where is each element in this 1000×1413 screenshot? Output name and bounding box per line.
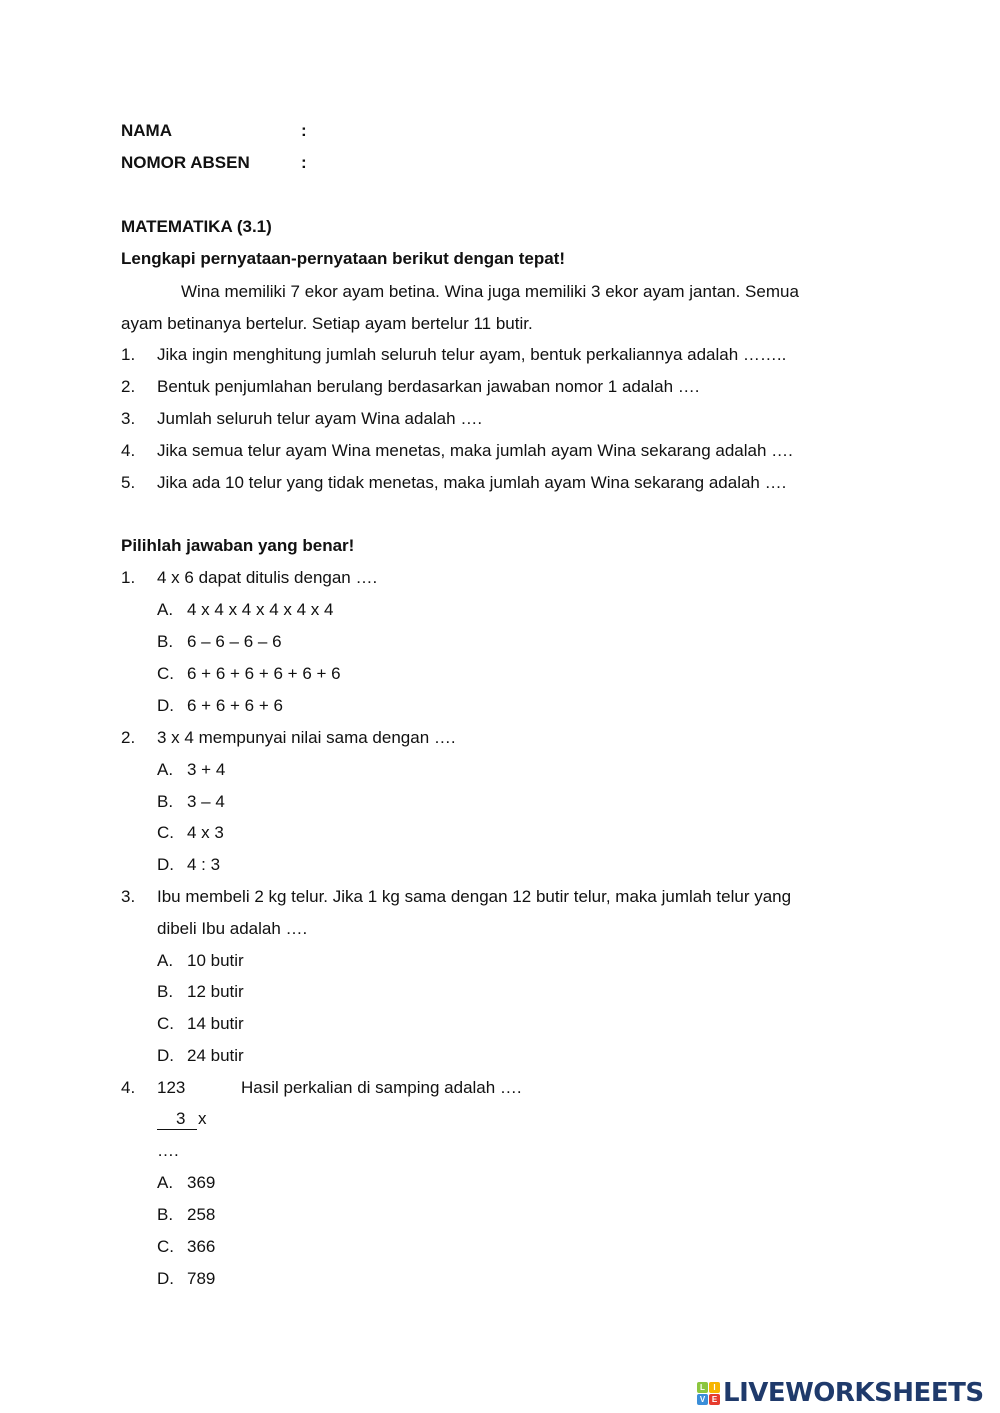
option-value: 24 butir	[187, 1046, 244, 1065]
fill-item-number: 5.	[121, 473, 136, 492]
section-title: MATEMATIKA (3.1)	[121, 217, 272, 236]
fill-item-text: Jika ingin menghitung jumlah seluruh telur ayam, bentuk perkaliannya adalah ……..	[157, 345, 787, 364]
option-letter: A.	[157, 760, 174, 779]
name-input[interactable]	[325, 121, 629, 143]
fill-item-text: Jika semua telur ayam Wina menetas, maka jumlah ayam Wina sekarang adalah ….	[157, 441, 793, 460]
absen-colon: :	[301, 153, 307, 172]
multiplication-result: ….	[157, 1141, 179, 1160]
logo-text: LIVEWORKSHEETS	[723, 1378, 984, 1408]
multiplicand: 123	[157, 1078, 186, 1097]
story-line-2: ayam betinanya bertelur. Setiap ayam bertelur 11 butir.	[121, 314, 533, 333]
option-value: 4 x 4 x 4 x 4 x 4 x 4	[187, 600, 334, 619]
option-value: 6 + 6 + 6 + 6	[187, 696, 283, 715]
option-value: 6 – 6 – 6 – 6	[187, 632, 282, 651]
option-letter: B.	[157, 1205, 174, 1224]
question-text: Ibu membeli 2 kg telur. Jika 1 kg sama dengan 12 butir telur, maka jumlah telur yang	[157, 887, 792, 906]
question-number: 1.	[121, 568, 136, 587]
option-letter: D.	[157, 1046, 174, 1065]
option-value: 4 : 3	[187, 855, 221, 874]
section1-instruction: Lengkapi pernyataan-pernyataan berikut dengan tepat!	[121, 249, 565, 268]
question-number: 4.	[121, 1078, 136, 1097]
option-value: 369	[187, 1173, 216, 1192]
fill-item-text: Jika ada 10 telur yang tidak menetas, maka jumlah ayam Wina sekarang adalah ….	[157, 473, 787, 492]
option-letter: C.	[157, 823, 174, 842]
option-value: 258	[187, 1205, 216, 1224]
option-letter: A.	[157, 600, 174, 619]
multiplier: 3	[176, 1109, 186, 1128]
option-value: 6 + 6 + 6 + 6 + 6 + 6	[187, 664, 341, 683]
fill-item-number: 1.	[121, 345, 136, 364]
option-value: 4 x 3	[187, 823, 224, 842]
option-letter: A.	[157, 951, 174, 970]
option-value: 12 butir	[187, 982, 244, 1001]
option-letter: C.	[157, 1237, 174, 1256]
fill-item-number: 3.	[121, 409, 136, 428]
absen-input[interactable]	[325, 153, 629, 175]
fill-item-number: 4.	[121, 441, 136, 460]
option-value: 14 butir	[187, 1014, 244, 1033]
fill-item-text: Jumlah seluruh telur ayam Wina adalah ….	[157, 409, 483, 428]
logo-letter-i: I	[709, 1382, 720, 1393]
fill-item-text: Bentuk penjumlahan berulang berdasarkan jawaban nomor 1 adalah ….	[157, 377, 700, 396]
question-number: 2.	[121, 728, 136, 747]
option-letter: C.	[157, 1014, 174, 1033]
multiply-operator: x	[198, 1109, 207, 1128]
question-text: 3 x 4 mempunyai nilai sama dengan ….	[157, 728, 456, 747]
option-letter: B.	[157, 632, 174, 651]
absen-label: NOMOR ABSEN	[121, 153, 250, 172]
option-value: 10 butir	[187, 951, 244, 970]
logo-letter-e: E	[709, 1394, 720, 1405]
option-letter: B.	[157, 792, 174, 811]
option-letter: A.	[157, 1173, 174, 1192]
option-letter: D.	[157, 855, 174, 874]
question-text-continued: dibeli Ibu adalah ….	[157, 919, 308, 938]
option-letter: D.	[157, 1269, 174, 1288]
option-value: 3 + 4	[187, 760, 226, 779]
question-text: Hasil perkalian di samping adalah ….	[241, 1078, 522, 1097]
option-letter: D.	[157, 696, 174, 715]
name-label: NAMA	[121, 121, 172, 140]
option-value: 789	[187, 1269, 216, 1288]
option-value: 366	[187, 1237, 216, 1256]
logo-letter-l: L	[697, 1382, 708, 1393]
question-text: 4 x 6 dapat ditulis dengan ….	[157, 568, 378, 587]
question-number: 3.	[121, 887, 136, 906]
live-grid-icon	[697, 1382, 720, 1405]
option-letter: B.	[157, 982, 174, 1001]
name-colon: :	[301, 121, 307, 140]
option-letter: C.	[157, 664, 174, 683]
logo-letter-v: V	[697, 1394, 708, 1405]
story-line-1: Wina memiliki 7 ekor ayam betina. Wina juga memiliki 3 ekor ayam jantan. Semua	[181, 282, 799, 301]
option-value: 3 – 4	[187, 792, 225, 811]
section2-instruction: Pilihlah jawaban yang benar!	[121, 536, 355, 555]
fill-item-number: 2.	[121, 377, 136, 396]
liveworksheets-logo[interactable]	[697, 1379, 984, 1407]
